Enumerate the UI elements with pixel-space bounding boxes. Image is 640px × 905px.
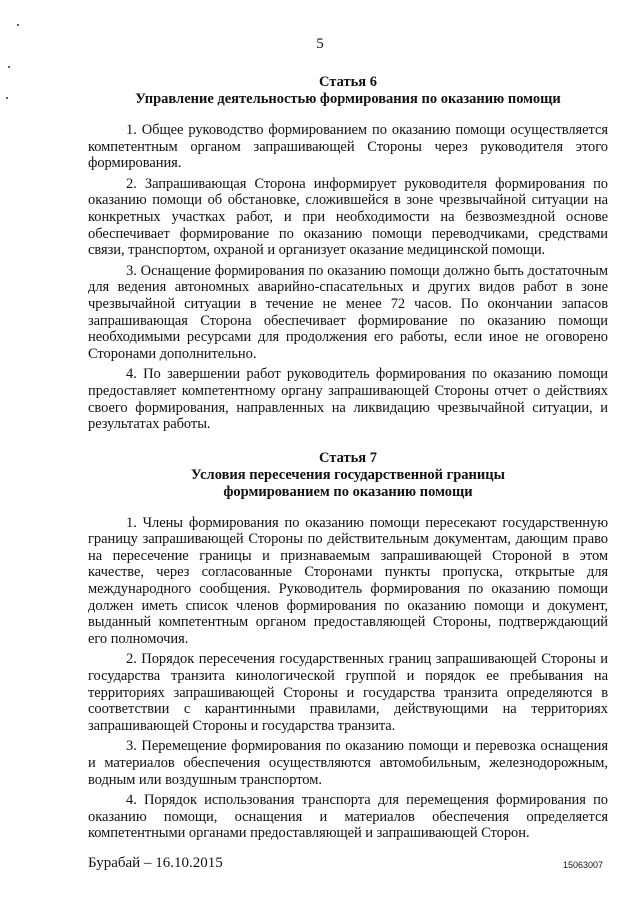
article-6-paragraph-3: 3. Оснащение формирования по оказанию помощи должно быть достаточным для ведения автономных аварийно-спасательных и других видов работ в зоне чрезвычайной ситуации в течение не менее 72 часов. По окончании запасов запрашивающая Сторона обеспечивает формирование по оказанию помощи необходимыми ресурсами для продолжения его работы, если иное не оговорено Сторонами дополнительно. — [88, 262, 608, 362]
article-6-paragraph-2: 2. Запрашивающая Сторона информирует руководителя формирования по оказанию помощи об обстановке, сложившейся в зоне чрезвычайной ситуации на конкретных участках работ, и при необходимости на безвозмездной основе обеспечивает формирование по оказанию помощи переводчиками, средствами связи, транспортом, охраной и организует оказание медицинской помощи. — [88, 175, 608, 259]
article-6-number: Статья 6 — [319, 74, 377, 90]
footer-place-date: Бурабай – 16.10.2015 — [88, 855, 223, 871]
page-number: 5 — [316, 36, 324, 52]
article-7-number: Статья 7 — [319, 449, 377, 466]
scan-speck — [17, 24, 19, 26]
article-7-paragraph-2: 2. Порядок пересечения государственных границ запрашивающей Стороны и государства транзита кинологической группой и порядок ее пребывания на территориях запрашивающей Стороны и государства транзита определяются в соответствии с карантинными правилами, действующими на территориях запрашивающей Стороны и государства транзита. — [88, 651, 608, 734]
article-7-title-line-1: Условия пересечения государственной границы — [191, 466, 505, 483]
article-6-paragraph-4: 4. По завершении работ руководитель формирования по оказанию помощи предоставляет компетентному органу запрашивающей Стороны отчет о действиях своего формирования, направленных на ликвидацию чрезвычайной ситуации, и результатах работы. — [88, 366, 608, 433]
article-6 — [88, 74, 608, 433]
article-6-paragraph-1: 1. Общее руководство формированием по оказанию помощи осуществляется компетентным органом запрашивающей Стороны через руководителя этого формирования. — [88, 122, 608, 172]
article-7 — [88, 450, 608, 842]
footer-document-code: 15063007 — [563, 860, 604, 870]
article-7-paragraph-3: 3. Перемещение формирования по оказанию помощи и перевозка оснащения и материалов обеспечения осуществляются автомобильным, железнодорожным, водным или воздушным транспортом. — [88, 738, 608, 788]
article-7-title-line-2: формированием по оказанию помощи — [223, 483, 473, 500]
scan-speck — [8, 66, 10, 68]
article-6-title: Управление деятельностью формирования по оказанию помощи — [135, 91, 561, 107]
scan-speck — [6, 97, 8, 99]
article-7-paragraph-4: 4. Порядок использования транспорта для перемещения формирования по оказанию помощи, оснащения и материалов обеспечения определяется компетентными органами предоставляющей и запрашивающей Сторон. — [88, 792, 608, 842]
document-body — [88, 74, 608, 846]
article-7-paragraph-1: 1. Члены формирования по оказанию помощи пересекают государственную границу запрашивающей Стороны по действительным документам, дающим право на пересечение границы и признаваемым запрашивающей Стороной в этом качестве, через согласованные Сторонами пункты пропуска, открытые для международного сообщения. Руководитель формирования по оказанию помощи должен иметь список членов формирования по оказанию помощи и документ, выданный компетентным органом предоставляющей Стороны, подтверждающий его полномочия. — [88, 514, 608, 647]
article-7-heading — [88, 450, 608, 501]
article-6-heading — [88, 74, 608, 108]
